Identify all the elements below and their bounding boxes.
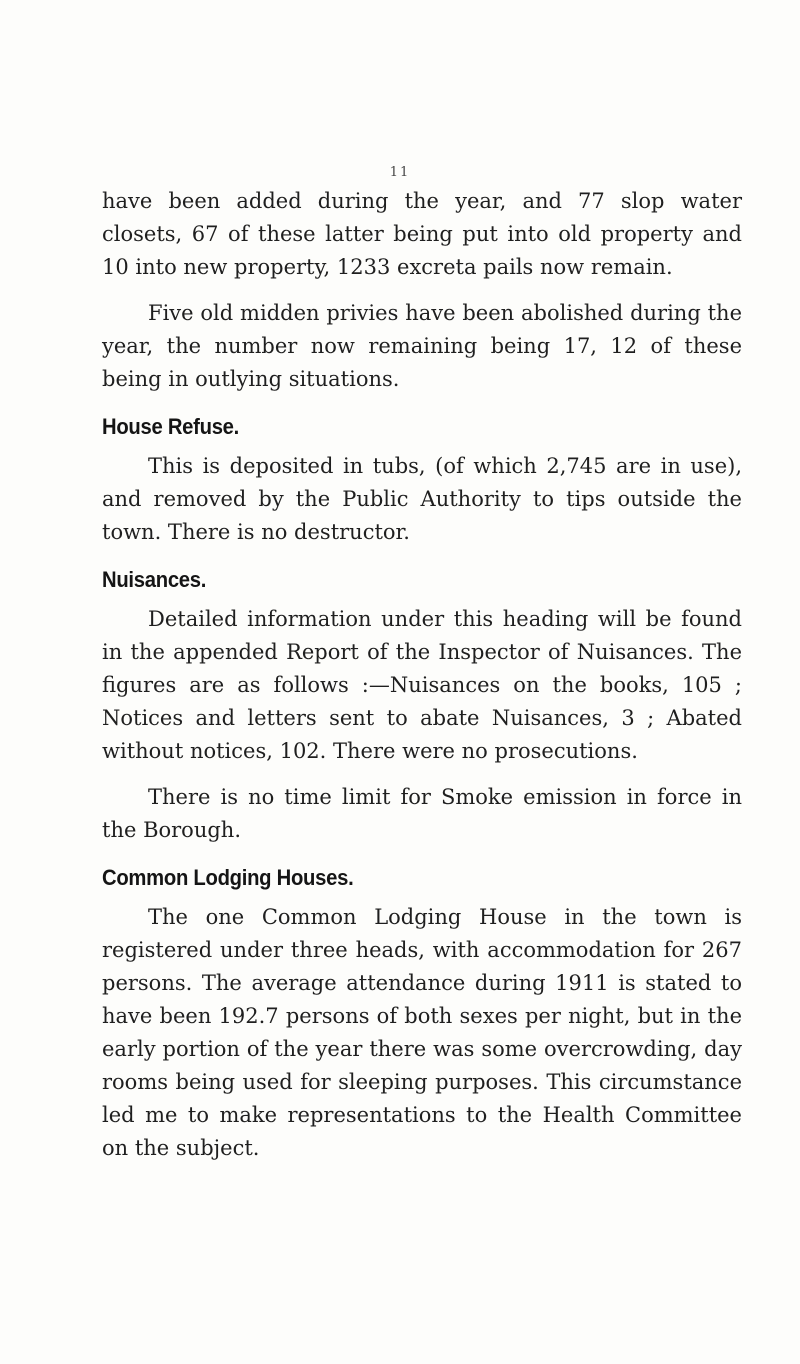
paragraph-smoke: There is no time limit for Smoke emission in force in the Borough. [102,785,742,842]
paragraph-nuisances: Detailed information under this heading will be found in the appended Report of the Inspector of Nuisances. The figures are as follows :—Nuisances on the books, 105 ; Notices and letters sent to abate Nuisances, 3 ; Abated without notices, 102. There were no prosecutions. [102,607,742,763]
document-body [102,185,742,1178]
heading-house-refuse: House Refuse. [102,414,240,439]
heading-nuisances: Nuisances. [102,567,207,592]
paragraph-privies: Five old midden privies have been abolished during the year, the number now remaining being 17, 12 of these being in outlying situations. [102,301,742,391]
paragraph-house-refuse: This is deposited in tubs, (of which 2,745 are in use), and removed by the Public Authority to tips outside the town. There is no destructor. [102,454,742,544]
page-number: 11 [389,165,411,180]
heading-lodging-houses: Common Lodging Houses. [102,865,354,890]
paragraph-intro: have been added during the year, and 77 slop water closets, 67 of these latter being put into old property and 10 into new property, 1233 excreta pails now remain. [102,189,742,279]
paragraph-lodging-houses: The one Common Lodging House in the town is registered under three heads, with accommodation for 267 persons. The average attendance during 1911 is stated to have been 192.7 persons of both sexes per night, but in the early portion of the year there was some overcrowding, day rooms being used for sleeping purposes. This circumstance led me to make representations to the Health Committee on the subject. [102,905,742,1160]
